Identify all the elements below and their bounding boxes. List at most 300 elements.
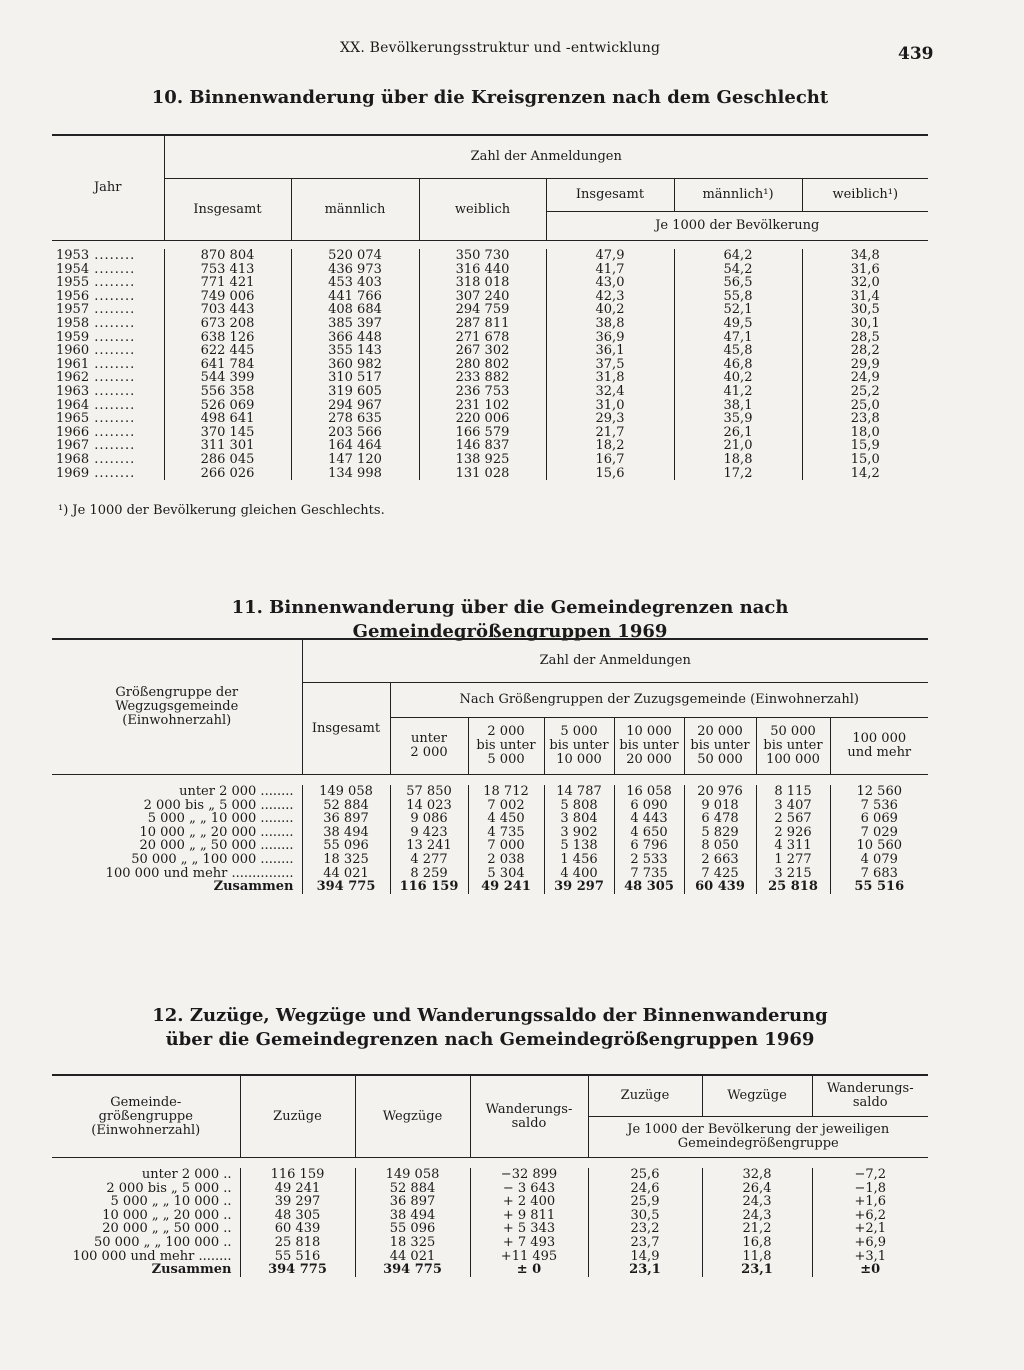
col-zuzug-size-group [390, 718, 468, 775]
col-wegzugsgemeinde: Größengruppe der Wegzugsgemeinde (Einwohnerzahl) [52, 639, 302, 775]
cell-value: 287 811 [419, 317, 546, 331]
col-rate-wegzuege: Wegzüge [702, 1075, 812, 1117]
cell-value: 8 259 [390, 867, 468, 881]
cell-value: 25,9 [588, 1195, 702, 1209]
cell-value: + 5 343 [470, 1222, 588, 1236]
cell-value: 641 784 [164, 358, 291, 372]
cell-value: −7,2 [854, 1167, 887, 1182]
cell-value: 31,0 [546, 399, 674, 413]
col-head-line: 2 000 [487, 724, 525, 739]
cell-value: 1 456 [544, 853, 614, 867]
cell-value: 556 358 [164, 385, 291, 399]
cell-value: 36,1 [546, 344, 674, 358]
cell-value: 30,5 [850, 302, 880, 318]
cell-value: 16 058 [614, 785, 684, 799]
row-size-group: 50 000 „ „ 100 000 .. [52, 1236, 240, 1250]
cell-value: 18 325 [302, 853, 390, 867]
table-row [52, 276, 928, 290]
col-head-line: 20 000 [697, 724, 743, 739]
col-rate-weiblich: weiblich¹) [802, 179, 928, 212]
cell-value: 55,8 [674, 290, 802, 304]
year-label: 1963 [56, 383, 90, 399]
cell-value: 15,6 [546, 467, 674, 481]
row-size-group: 50 000 „ „ 100 000 ........ [52, 853, 302, 867]
cell-value: 23,8 [850, 411, 880, 427]
table11-title: 11. Binnenwanderung über die Gemeindegrenzen nach Gemeindegrößengruppen 1969 [231, 597, 789, 642]
table-row [52, 331, 928, 345]
cell-value: 220 006 [419, 412, 546, 426]
cell-value: 26,4 [702, 1182, 812, 1196]
table10 [52, 134, 928, 480]
cell-value: 21,0 [674, 439, 802, 453]
cell-value: 30,5 [588, 1209, 702, 1223]
cell-value: 385 397 [291, 317, 419, 331]
col-wanderungssaldo: Wanderungs- saldo [470, 1075, 588, 1158]
total-value: 394 775 [355, 1263, 470, 1277]
cell-value: 2 533 [614, 853, 684, 867]
table-row [52, 439, 928, 453]
col-rate-maennlich: männlich¹) [674, 179, 802, 212]
cell-value: 38,8 [546, 317, 674, 331]
total-value: 39 297 [544, 880, 614, 894]
cell-value: 233 882 [419, 371, 546, 385]
cell-value: 54,2 [674, 263, 802, 277]
cell-value: 771 421 [164, 276, 291, 290]
cell-value: 4 400 [544, 867, 614, 881]
cell-value: 6 478 [684, 812, 756, 826]
col-zuzug-size-group [544, 718, 614, 775]
zahl-der-anmeldungen-header: Zahl der Anmeldungen [164, 135, 928, 179]
cell-value: 57 850 [390, 785, 468, 799]
per1000-header: Je 1000 der Bevölkerung der jeweiligen Gemeindegrößengruppe [588, 1117, 928, 1158]
cell-value: 149 058 [302, 785, 390, 799]
row-size-group: 5 000 „ „ 10 000 ........ [52, 812, 302, 826]
cell-value: 520 074 [291, 249, 419, 263]
row-size-group: unter 2 000 .. [52, 1168, 240, 1182]
cell-value: +6,9 [854, 1234, 887, 1250]
cell-value: 266 026 [164, 467, 291, 481]
cell-value: 294 967 [291, 399, 419, 413]
table-row [52, 249, 928, 263]
cell-value: 753 413 [164, 263, 291, 277]
row-size-group: unter 2 000 ........ [52, 785, 302, 799]
cell-value: 40,2 [546, 303, 674, 317]
cell-value: 47,9 [546, 249, 674, 263]
table-row [52, 867, 928, 881]
cell-value: 4 277 [390, 853, 468, 867]
table-row [52, 344, 928, 358]
cell-value: 749 006 [164, 290, 291, 304]
year-label: 1953 [56, 248, 90, 263]
cell-value: 278 635 [291, 412, 419, 426]
cell-value: 25,6 [588, 1168, 702, 1182]
cell-value: 7 029 [860, 824, 898, 840]
total-row [52, 880, 928, 894]
cell-value: 32,4 [546, 385, 674, 399]
cell-value: 29,3 [546, 412, 674, 426]
col-weiblich: weiblich [419, 179, 546, 241]
cell-value: 42,3 [546, 290, 674, 304]
total-value: 25 818 [756, 880, 830, 894]
cell-value: 38 494 [302, 826, 390, 840]
col-head-line: 50 000 [770, 724, 816, 739]
total-value: 48 305 [614, 880, 684, 894]
cell-value: 236 753 [419, 385, 546, 399]
col-head-line: 100 000 [852, 731, 907, 746]
col-head-line: bis unter [549, 738, 609, 753]
cell-value: 24,9 [850, 370, 880, 386]
cell-value: + 2 400 [470, 1195, 588, 1209]
cell-value: 5 304 [468, 867, 544, 881]
cell-value: 4 443 [614, 812, 684, 826]
row-year: 1955 ........ [52, 276, 164, 290]
cell-value: 45,8 [674, 344, 802, 358]
cell-value: 2 038 [468, 853, 544, 867]
cell-value: +2,1 [854, 1221, 887, 1237]
year-label: 1954 [56, 261, 90, 277]
total-value: 55 516 [854, 879, 905, 895]
table-row [52, 839, 928, 853]
cell-value: 35,9 [674, 412, 802, 426]
cell-value: 12 560 [856, 784, 902, 799]
cell-value: 544 399 [164, 371, 291, 385]
cell-value: 39 297 [240, 1195, 355, 1209]
cell-value: 55 096 [355, 1222, 470, 1236]
col-zuzuege: Zuzüge [240, 1075, 355, 1158]
col-head-line: 5 000 [560, 724, 598, 739]
row-size-group: 5 000 „ „ 10 000 .. [52, 1195, 240, 1209]
per1000-header: Je 1000 der Bevölkerung [546, 212, 928, 241]
cell-value: 6 796 [614, 839, 684, 853]
col-wegzuege: Wegzüge [355, 1075, 470, 1158]
col-head-line: 5 000 [487, 752, 525, 767]
table10-title: 10. Binnenwanderung über die Kreisgrenzen nach dem Geschlecht [151, 87, 829, 108]
cell-value: 703 443 [164, 303, 291, 317]
cell-value: + 7 493 [470, 1236, 588, 1250]
cell-value: 6 069 [860, 811, 898, 827]
cell-value: 38,1 [674, 399, 802, 413]
row-year: 1960 ........ [52, 344, 164, 358]
cell-value: 4 311 [756, 839, 830, 853]
cell-value: 498 641 [164, 412, 291, 426]
cell-value: 7 536 [860, 797, 898, 813]
total-value: 394 775 [240, 1263, 355, 1277]
col-head-line: 100 000 [766, 752, 820, 767]
cell-value: 29,9 [850, 356, 880, 372]
row-year: 1958 ........ [52, 317, 164, 331]
year-label: 1966 [56, 424, 90, 440]
table-row [52, 1195, 928, 1209]
cell-value: 4 079 [860, 851, 898, 867]
cell-value: 1 277 [756, 853, 830, 867]
cell-value: 46,8 [674, 358, 802, 372]
table-row [52, 358, 928, 372]
cell-value: 350 730 [419, 249, 546, 263]
zuzugsgemeinde-header: Nach Größengruppen der Zuzugsgemeinde (Einwohnerzahl) [390, 683, 928, 718]
cell-value: 453 403 [291, 276, 419, 290]
table-row [52, 1250, 928, 1264]
table-row [52, 371, 928, 385]
col-rate-saldo: Wanderungs- saldo [812, 1075, 928, 1117]
row-year: 1964 ........ [52, 399, 164, 413]
total-value: ± 0 [470, 1263, 588, 1277]
col-head-line: und mehr [847, 745, 912, 760]
cell-value: 18,8 [674, 453, 802, 467]
year-label: 1955 [56, 275, 90, 291]
table-row [52, 1182, 928, 1196]
row-year: 1969 ........ [52, 467, 164, 481]
cell-value: 21,7 [546, 426, 674, 440]
cell-value: 13 241 [390, 839, 468, 853]
col-rate-zuzuege: Zuzüge [588, 1075, 702, 1117]
cell-value: 5 829 [684, 826, 756, 840]
table-row [52, 399, 928, 413]
cell-value: 43,0 [546, 276, 674, 290]
cell-value: 638 126 [164, 331, 291, 345]
cell-value: 7 000 [468, 839, 544, 853]
cell-value: 14,2 [850, 465, 880, 481]
cell-value: 271 678 [419, 331, 546, 345]
cell-value: 2 567 [756, 812, 830, 826]
col-head-line: bis unter [763, 738, 823, 753]
year-label: 1965 [56, 411, 90, 427]
table-row [52, 412, 928, 426]
running-header: XX. Bevölkerungsstruktur und -entwicklung [340, 40, 661, 56]
row-year: 1967 ........ [52, 439, 164, 453]
cell-value: 7 735 [614, 867, 684, 881]
year-label: 1961 [56, 356, 90, 372]
cell-value: 116 159 [240, 1168, 355, 1182]
total-value: 394 775 [302, 880, 390, 894]
cell-value: + 9 811 [470, 1209, 588, 1223]
row-year: 1968 ........ [52, 453, 164, 467]
cell-value: 149 058 [355, 1168, 470, 1182]
cell-value: 267 302 [419, 344, 546, 358]
cell-value: 31,8 [546, 371, 674, 385]
row-year: 1959 ........ [52, 331, 164, 345]
row-year: 1963 ........ [52, 385, 164, 399]
table-row [52, 853, 928, 867]
cell-value: 23,7 [588, 1236, 702, 1250]
total-label: Zusammen [52, 880, 302, 894]
cell-value: 32,0 [850, 275, 880, 291]
cell-value: 131 028 [419, 467, 546, 481]
cell-value: 11,8 [702, 1250, 812, 1264]
cell-value: 37,5 [546, 358, 674, 372]
row-year: 1962 ........ [52, 371, 164, 385]
col-head-line: unter [411, 731, 447, 746]
cell-value: −32 899 [470, 1168, 588, 1182]
zahl-der-anmeldungen-header: Zahl der Anmeldungen [302, 639, 928, 683]
cell-value: 17,2 [674, 467, 802, 481]
row-year: 1966 ........ [52, 426, 164, 440]
col-insgesamt: Insgesamt [164, 179, 291, 241]
col-zuzug-size-group [614, 718, 684, 775]
cell-value: 2 926 [756, 826, 830, 840]
cell-value: 870 804 [164, 249, 291, 263]
cell-value: 24,3 [702, 1209, 812, 1223]
cell-value: 294 759 [419, 303, 546, 317]
cell-value: 48 305 [240, 1209, 355, 1223]
row-year: 1953 ........ [52, 249, 164, 263]
col-head-line: bis unter [476, 738, 536, 753]
cell-value: 231 102 [419, 399, 546, 413]
row-size-group: 10 000 „ „ 20 000 ........ [52, 826, 302, 840]
table-row [52, 1168, 928, 1182]
table12 [52, 1074, 928, 1277]
cell-value: 311 301 [164, 439, 291, 453]
total-value: ±0 [860, 1262, 881, 1278]
cell-value: 36 897 [355, 1195, 470, 1209]
row-size-group: 20 000 „ „ 50 000 ........ [52, 839, 302, 853]
year-label: 1959 [56, 329, 90, 345]
cell-value: 23,2 [588, 1222, 702, 1236]
table-row [52, 826, 928, 840]
cell-value: 622 445 [164, 344, 291, 358]
cell-value: 25,0 [850, 397, 880, 413]
cell-value: 319 605 [291, 385, 419, 399]
cell-value: 14,9 [588, 1250, 702, 1264]
cell-value: +3,1 [854, 1248, 887, 1264]
cell-value: 56,5 [674, 276, 802, 290]
cell-value: 9 018 [684, 799, 756, 813]
cell-value: − 3 643 [470, 1182, 588, 1196]
year-label: 1958 [56, 315, 90, 331]
cell-value: 52 884 [355, 1182, 470, 1196]
cell-value: 360 982 [291, 358, 419, 372]
cell-value: 7 425 [684, 867, 756, 881]
cell-value: 30,1 [850, 315, 880, 331]
cell-value: 4 735 [468, 826, 544, 840]
cell-value: 60 439 [240, 1222, 355, 1236]
cell-value: 7 683 [860, 865, 898, 881]
cell-value: 49,5 [674, 317, 802, 331]
cell-value: 47,1 [674, 331, 802, 345]
table-row [52, 799, 928, 813]
cell-value: 52 884 [302, 799, 390, 813]
table-row [52, 467, 928, 481]
cell-value: 7 002 [468, 799, 544, 813]
row-year: 1954 ........ [52, 263, 164, 277]
col-head-line: 50 000 [697, 752, 743, 767]
table-row [52, 385, 928, 399]
col-jahr: Jahr [52, 135, 164, 241]
cell-value: 15,0 [850, 451, 880, 467]
cell-value: 166 579 [419, 426, 546, 440]
cell-value: 138 925 [419, 453, 546, 467]
row-size-group: 2 000 bis „ 5 000 .. [52, 1182, 240, 1196]
cell-value: 55 096 [302, 839, 390, 853]
cell-value: 40,2 [674, 371, 802, 385]
cell-value: 24,6 [588, 1182, 702, 1196]
cell-value: 408 684 [291, 303, 419, 317]
row-year: 1961 ........ [52, 358, 164, 372]
cell-value: 16,8 [702, 1236, 812, 1250]
col-head-line: bis unter [619, 738, 679, 753]
cell-value: 25,2 [850, 383, 880, 399]
cell-value: 370 145 [164, 426, 291, 440]
cell-value: +6,2 [854, 1207, 887, 1223]
table-row [52, 317, 928, 331]
col-zuzug-size-group [830, 718, 928, 775]
table11 [52, 638, 928, 894]
col-zuzug-size-group [756, 718, 830, 775]
cell-value: 28,2 [850, 343, 880, 359]
table-row [52, 303, 928, 317]
cell-value: 55 516 [240, 1250, 355, 1264]
year-label: 1969 [56, 465, 90, 481]
cell-value: 5 808 [544, 799, 614, 813]
row-size-group: 2 000 bis „ 5 000 ........ [52, 799, 302, 813]
cell-value: 366 448 [291, 331, 419, 345]
cell-value: 38 494 [355, 1209, 470, 1223]
table-row [52, 1222, 928, 1236]
cell-value: 21,2 [702, 1222, 812, 1236]
cell-value: 318 018 [419, 276, 546, 290]
table-row [52, 1209, 928, 1223]
cell-value: 49 241 [240, 1182, 355, 1196]
cell-value: 14 787 [544, 785, 614, 799]
cell-value: 18,2 [546, 439, 674, 453]
total-value: 23,1 [702, 1263, 812, 1277]
cell-value: +11 495 [470, 1250, 588, 1264]
row-year: 1957 ........ [52, 303, 164, 317]
cell-value: 8 115 [756, 785, 830, 799]
total-label: Zusammen [52, 1263, 240, 1277]
cell-value: 15,9 [850, 438, 880, 454]
page-number: 439 [898, 44, 934, 64]
cell-value: 316 440 [419, 263, 546, 277]
col-head-line: 10 000 [626, 724, 672, 739]
year-label: 1964 [56, 397, 90, 413]
year-label: 1956 [56, 288, 90, 304]
table-row [52, 812, 928, 826]
cell-value: 280 802 [419, 358, 546, 372]
cell-value: 31,6 [850, 261, 880, 277]
cell-value: 44 021 [302, 867, 390, 881]
year-label: 1960 [56, 343, 90, 359]
row-size-group: 20 000 „ „ 50 000 .. [52, 1222, 240, 1236]
cell-value: 44 021 [355, 1250, 470, 1264]
cell-value: 3 215 [756, 867, 830, 881]
cell-value: 31,4 [850, 288, 880, 304]
cell-value: 3 902 [544, 826, 614, 840]
cell-value: 8 050 [684, 839, 756, 853]
cell-value: 146 837 [419, 439, 546, 453]
col-gemeindegroessengruppe: Gemeinde- größengruppe (Einwohnerzahl) [52, 1075, 240, 1158]
cell-value: 286 045 [164, 453, 291, 467]
year-label: 1967 [56, 438, 90, 454]
year-label: 1968 [56, 451, 90, 467]
cell-value: 9 086 [390, 812, 468, 826]
year-label: 1957 [56, 302, 90, 318]
table-row [52, 426, 928, 440]
col-insgesamt: Insgesamt [302, 683, 390, 775]
cell-value: 16,7 [546, 453, 674, 467]
cell-value: 5 138 [544, 839, 614, 853]
cell-value: 52,1 [674, 303, 802, 317]
cell-value: 14 023 [390, 799, 468, 813]
cell-value: 526 069 [164, 399, 291, 413]
cell-value: 20 976 [684, 785, 756, 799]
row-size-group: 10 000 „ „ 20 000 .. [52, 1209, 240, 1223]
cell-value: 28,5 [850, 329, 880, 345]
cell-value: 134 998 [291, 467, 419, 481]
year-label: 1962 [56, 370, 90, 386]
table-row [52, 290, 928, 304]
cell-value: +1,6 [854, 1194, 887, 1210]
col-head-line: 2 000 [410, 745, 448, 760]
